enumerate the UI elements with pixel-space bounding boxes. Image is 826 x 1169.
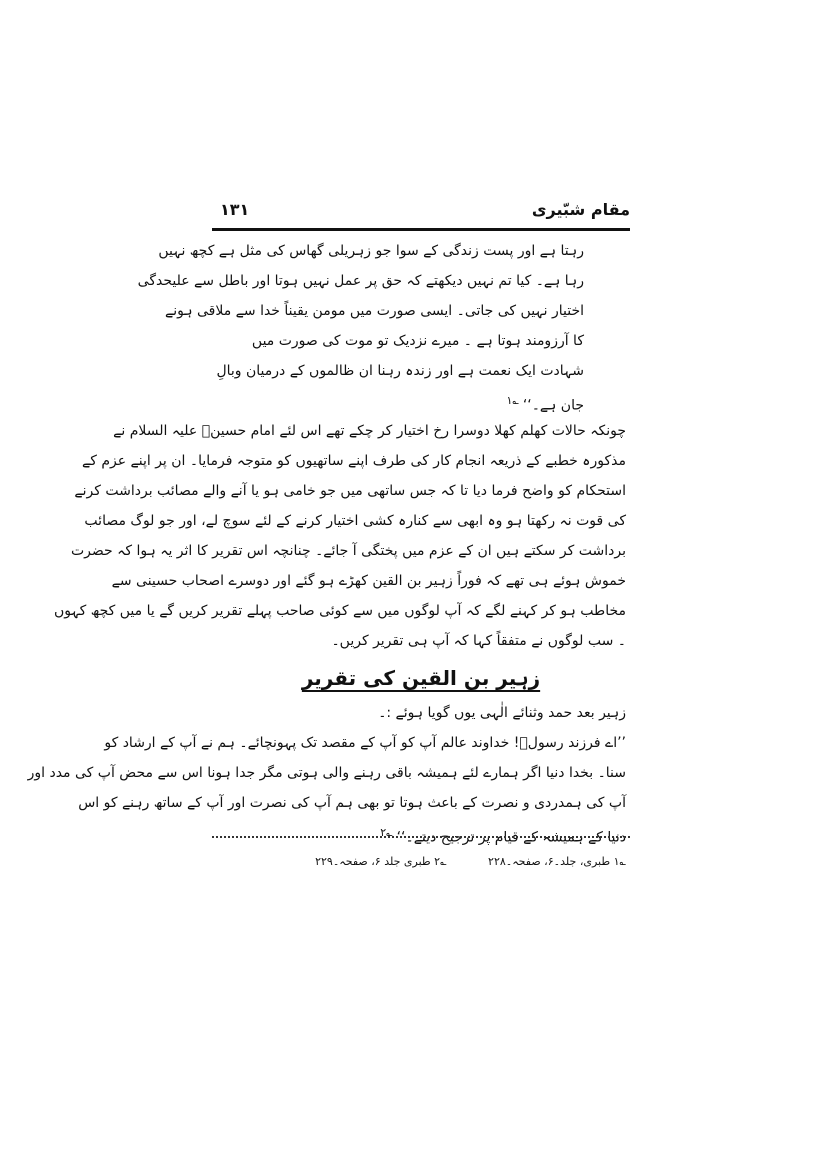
quote-line: اختیار نہیں کی جاتی۔ ایسی صورت میں مومن یقیناً خدا سے ملاقی ہونے	[165, 303, 584, 319]
page-number: ۱۳۱	[220, 200, 250, 219]
speech-line: ’’اے فرزند رسولؐ! خداوند عالم آپ کو آپ کے مقصد تک پہونچائے۔ ہم نے آپ کے ارشاد کو	[104, 735, 626, 751]
page-body	[27, 236, 626, 848]
paragraph-line: چونکہ حالات کھلم کھلا دوسرا رخ اختیار کر چکے تھے اس لئے امام حسینؑ علیہ السلام نے	[113, 423, 626, 439]
quote-block	[137, 236, 584, 416]
quote-line-text: جان ہے۔‘‘	[522, 397, 584, 414]
footnote-marker: ؎۲	[380, 826, 393, 839]
paragraph	[53, 416, 626, 656]
footnote: ؎۱ طبری، جلد۔۶، صفحہ۔۲۲۸	[488, 855, 626, 868]
speech-line: سنا۔ بخدا دنیا اگر ہمارے لئے ہمیشہ باقی رہنے والی ہوتی مگر جدا ہونا اس سے محض آپ کی مدد اور	[27, 765, 626, 781]
quote-line: رہا ہے۔ کیا تم نہیں دیکھتے کہ حق پر عمل نہیں ہوتا اور باطل سے علیحدگی	[137, 273, 584, 289]
running-title: مقام شبّیری	[531, 200, 630, 219]
paragraph-line: خموش ہوئے ہی تھے کہ فوراً زہیر بن القین کھڑے ہو گئے اور دوسرے اصحاب حسینی سے	[111, 573, 626, 589]
footnotes	[212, 852, 626, 872]
quote-line: کا آرزومند ہوتا ہے ۔ میرے نزدیک تو موت کی صورت میں	[251, 333, 584, 349]
paragraph-line: برداشت کر سکتے ہیں ان کے عزم میں پختگی آ جائے۔ چنانچہ اس تقریر کا اثر یہ ہوا کہ حضرت	[71, 543, 626, 559]
page-header	[212, 198, 630, 228]
speech-line-text: دنیا کے ہمیشہ کے قیام پر ترجیح دیتے۔‘‘	[396, 829, 626, 846]
footnote: ؎۲ طبری جلد ۶، صفحہ۔۲۲۹	[315, 855, 447, 868]
paragraph-line: کی قوت نہ رکھتا ہو وہ ابھی سے کنارہ کشی اختیار کرنے کے لئے سوچ لے، اور جو لوگ مصائب	[84, 513, 626, 529]
section-heading-text: زہیر بن القین کی تقریر	[301, 666, 541, 690]
footnote-marker: ؎۱	[506, 394, 519, 407]
speech-line: زہیر بعد حمد وثنائے الٰہی یوں گویا ہوئے :۔	[378, 705, 626, 721]
speech-last-line	[216, 818, 626, 848]
speech	[27, 698, 626, 848]
header-rule	[212, 228, 630, 231]
footnote-separator	[212, 836, 630, 838]
quote-line: رہتا ہے اور پست زندگی کے سوا جو زہریلی گھاس کی مثل ہے کچھ نہیں	[158, 243, 584, 259]
paragraph-line: ۔ سب لوگوں نے متفقاً کہا کہ آپ ہی تقریر کریں۔	[331, 633, 626, 649]
paragraph-line: مخاطب ہو کر کہنے لگے کہ آپ لوگوں میں سے کوئی صاحب پہلے تقریر کریں گے یا میں کچھ کہوں	[53, 603, 626, 619]
quote-line: شہادت ایک نعمت ہے اور زندہ رہنا ان ظالموں کے درمیان وبالِ	[216, 363, 584, 379]
speech-line: آپ کی ہمدردی و نصرت کے باعث ہوتا تو بھی ہم آپ کی نصرت اور آپ کے ساتھ رہنے کو اس	[78, 795, 626, 811]
paragraph-line: استحکام کو واضح فرما دیا تا کہ جس ساتھی میں جو خامی ہو یا آنے والے مصائب برداشت کرنے	[74, 483, 626, 499]
quote-last-line	[260, 386, 584, 416]
paragraph-line: مذکورہ خطبے کے ذریعہ انجام کار کی طرف اپنے ساتھیوں کو متوجہ فرمایا۔ ان پر اپنے عزم کے	[82, 453, 626, 469]
section-heading	[216, 658, 626, 698]
